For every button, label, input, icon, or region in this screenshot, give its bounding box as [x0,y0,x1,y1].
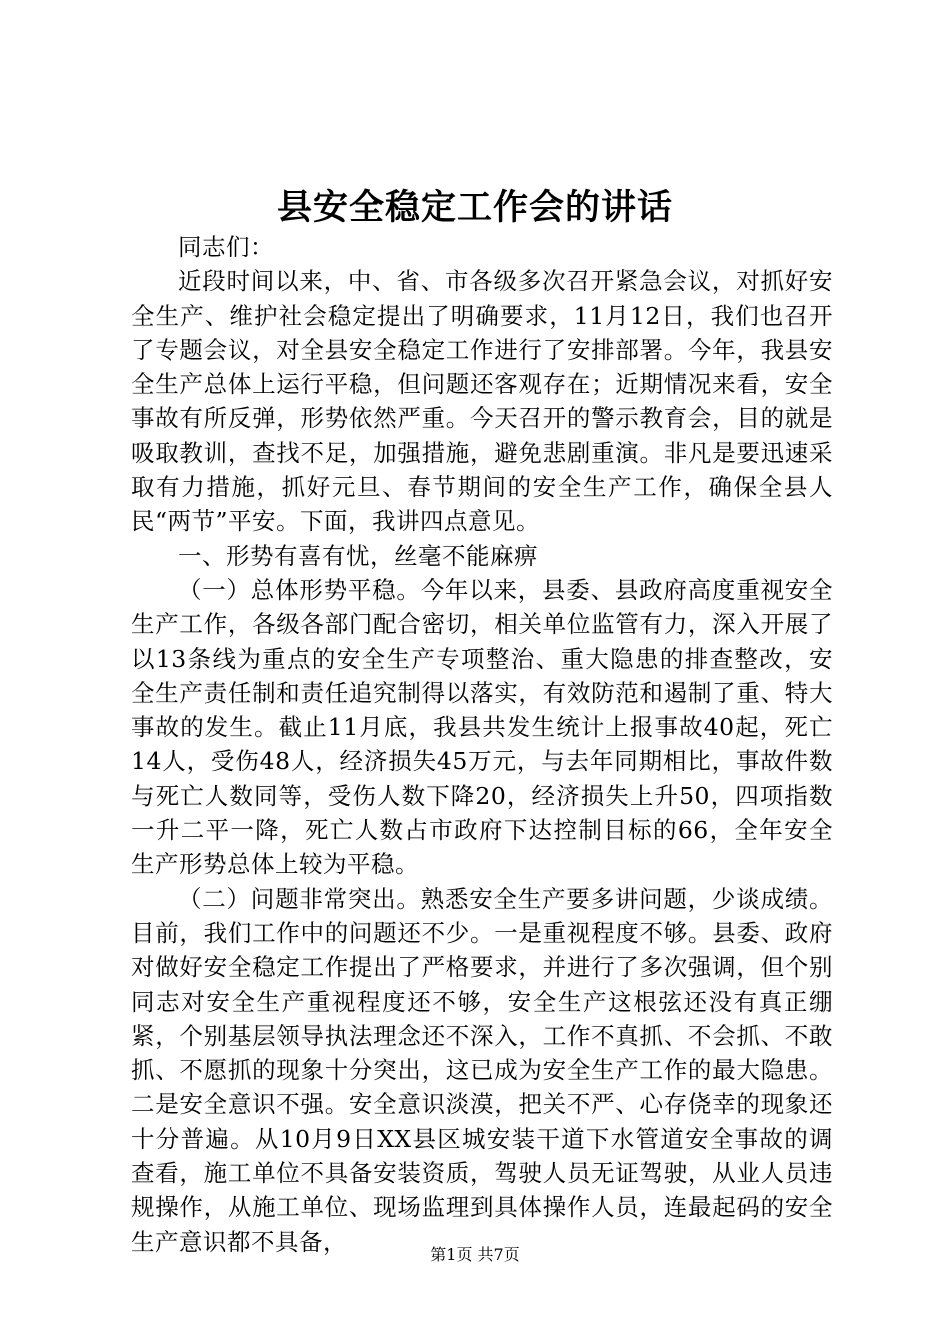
overall-situation-paragraph: （一）总体形势平稳。今年以来，县委、县政府高度重视安全生产工作，各级各部门配合密切，相关单位监管有力，深入开展了以13条线为重点的安全生产专项整治、重大隐患的排查整改，安全生产责任制和责任追究制得以落实，有效防范和遏制了重、特大事故的发生。截止11月底，我县共发生统计上报事故40起，死亡14人，受伤48人，经济损失45万元，与去年同期相比，事故件数与死亡人数同等，受伤人数下降20，经济损失上升50，四项指数一升二平一降，死亡人数占市政府下达控制目标的66，全年安全生产形势总体上较为平稳。 [131,575,833,879]
intro-paragraph: 近段时间以来，中、省、市各级多次召开紧急会议，对抓好安全生产、维护社会稳定提出了明确要求，11月12日，我们也召开了专题会议，对全县安全稳定工作进行了安排部署。今年，我县安全生产总体上运行平稳，但问题还客观存在；近期情况来看，安全事故有所反弹，形势依然严重。今天召开的警示教育会，目的就是吸取教训，查找不足，加强措施，避免悲剧重演。非凡是要迅速采取有力措施，抓好元旦、春节期间的安全生产工作，确保全县人民“两节”平安。下面，我讲四点意见。 [131,267,833,536]
document-title: 县安全稳定工作会的讲话 [276,187,673,228]
document-body [131,230,833,1259]
salutation-paragraph: 同志们： [178,233,274,261]
section-heading: 一、形势有喜有忧，丝毫不能麻痹 [178,541,538,570]
problems-paragraph: （二）问题非常突出。熟悉安全生产要多讲问题，少谈成绩。目前，我们工作中的问题还不少。一是重视程度不够。县委、政府对做好安全稳定工作提出了严格要求，并进行了多次强调，但个别同志对安全生产重视程度还不够，安全生产这根弦还没有真正绷紧，个别基层领导执法理念还不深入，工作不真抓、不会抓、不敢抓、不愿抓的现象十分突出，这已成为安全生产工作的最大隐患。二是安全意识不强。安全意识淡漠，把关不严、心存侥幸的现象还十分普遍。从10月9日XX县区城安装干道下水管道安全事故的调查看，施工单位不具备安装资质，驾驶人员无证驾驶，从业人员违规操作，从施工单位、现场监理到具体操作人员，连最起码的安全生产意识都不具备， [131,884,833,1256]
page-number-footer: 第1页 共7页 [430,1245,520,1264]
